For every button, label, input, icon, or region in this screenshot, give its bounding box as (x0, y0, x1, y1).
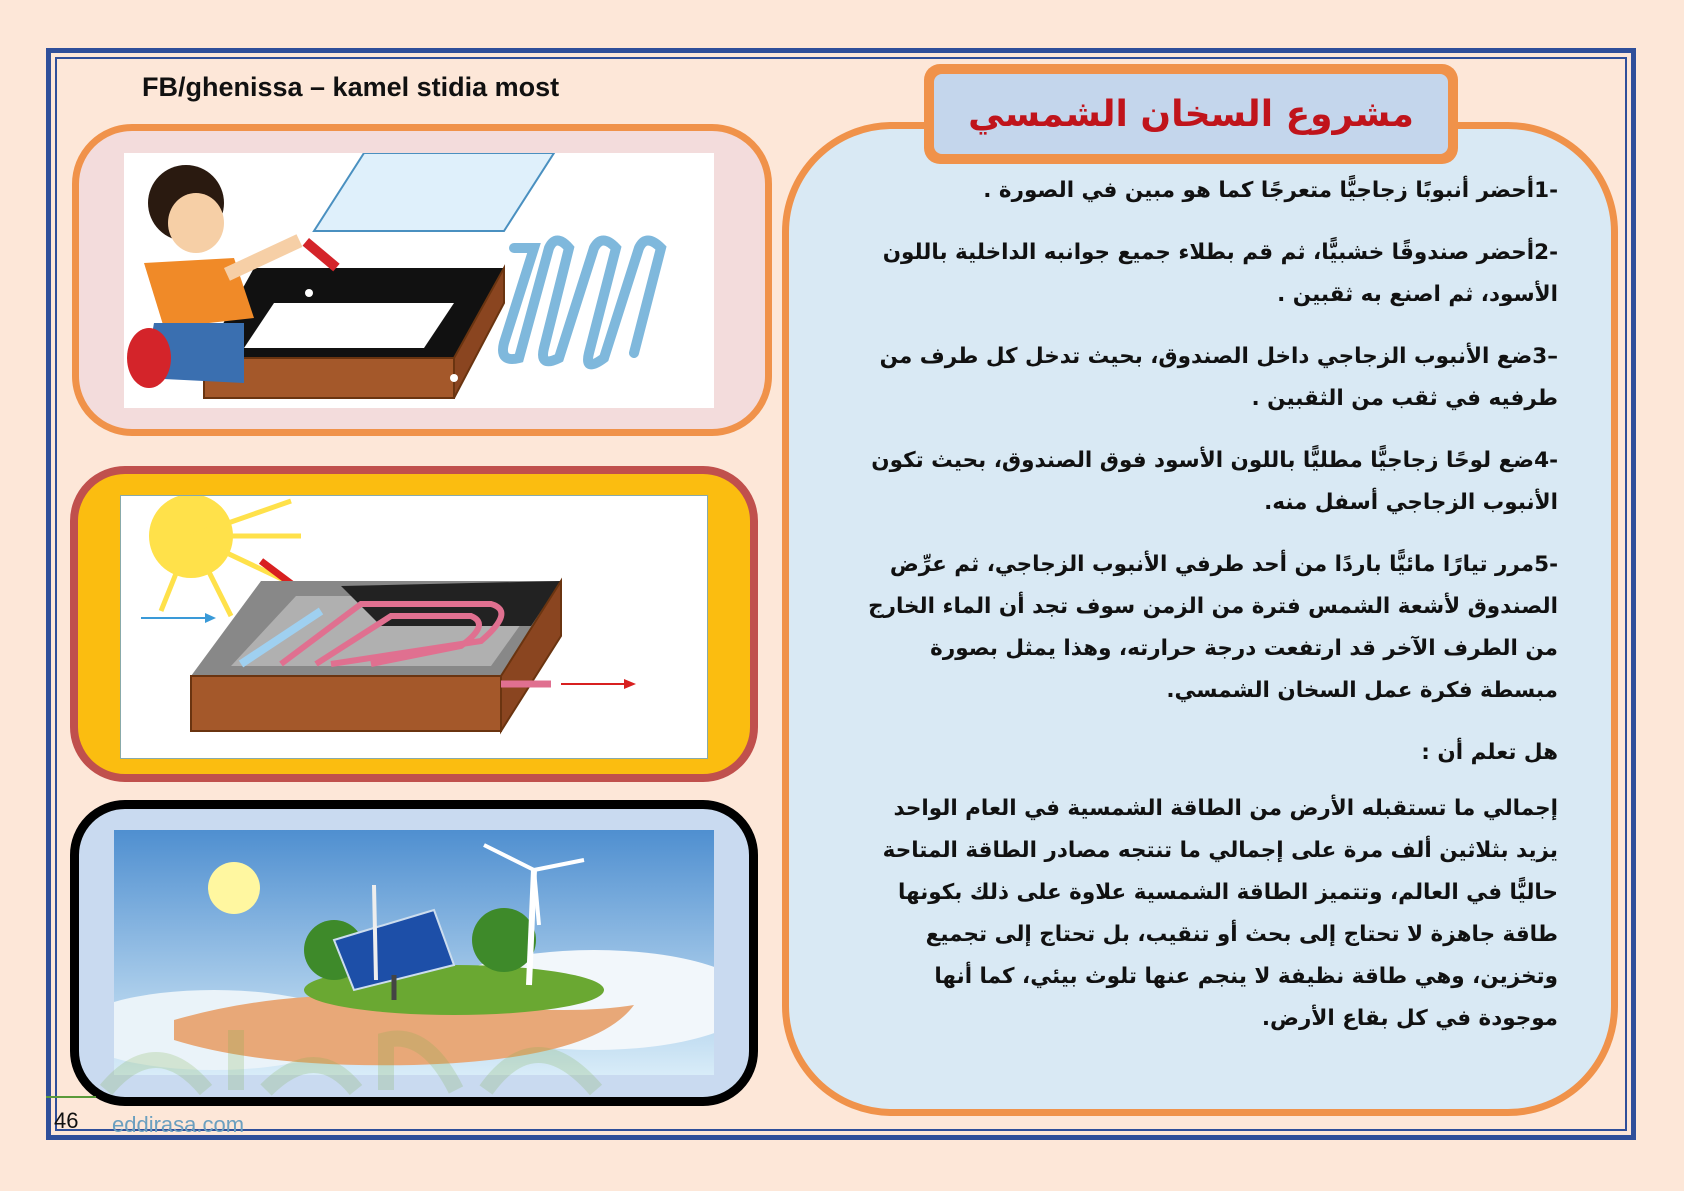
eddirasa-watermark-logo (96, 1010, 616, 1110)
site-link[interactable]: eddirasa.com (112, 1112, 245, 1137)
title-box (934, 74, 1448, 154)
did-you-know-heading: هل تعلم أن : (1421, 740, 1558, 765)
step-2: -2أحضر صندوقًا خشبيًّا، ثم قم بطلاء جميع جوانبه الداخلية باللون الأسود، ثم اصنع به ثقبين . (882, 240, 1558, 307)
solar-heater-diagram (120, 495, 708, 759)
step-3: –3ضع الأنبوب الزجاجي داخل الصندوق، بحيث تدخل كل طرف من طرفيه في ثقب من الثقبين . (879, 344, 1558, 411)
instructions-content (848, 170, 1558, 1060)
author-credit: FB/ghenissa – kamel stidia most (142, 72, 560, 102)
step-1: -1أحضر أنبوبًا زجاجيًّا متعرجًا كما هو مبين في الصورة . (983, 178, 1558, 203)
page-number-rule (46, 1096, 96, 1098)
page-number: 46 (54, 1108, 79, 1133)
page-title: مشروع السخان الشمسي (968, 93, 1414, 135)
did-you-know-body: إجمالي ما تستقبله الأرض من الطاقة الشمسية في العام الواحد يزيد بثلاثين ألف مرة على إجمالي ما تنتجه مصادر الطاقة المتاحة حاليًّا في العالم، وتتميز الطاقة الشمسية علاوة على ذلك بكونها طاقة جاهزة لا تحتاج إلى بحث أو تنقيب، بل تحتاج إلى تجميع وتخزين، وهي طاقة نظيفة لا ينجم عنها تلوث بيئي، كما أنها موجودة في كل بقاع الأرض. (882, 796, 1558, 1031)
boy-painting-box-illustration (124, 153, 714, 408)
step-5: -5مرر تيارًا مائيًّا باردًا من أحد طرفي الأنبوب الزجاجي، ثم عرِّض الصندوق لأشعة الشمس فترة من الزمن سوف تجد أن الماء الخارج من الطرف الآخر قد ارتفعت درجة حرارته، وهذا يمثل بصورة مبسطة فكرة عمل السخان الشمسي. (868, 552, 1558, 703)
step-4: -4ضع لوحًا زجاجيًّا مطليًّا باللون الأسود فوق الصندوق، بحيث تكون الأنبوب الزجاجي أسفل منه. (871, 448, 1558, 515)
